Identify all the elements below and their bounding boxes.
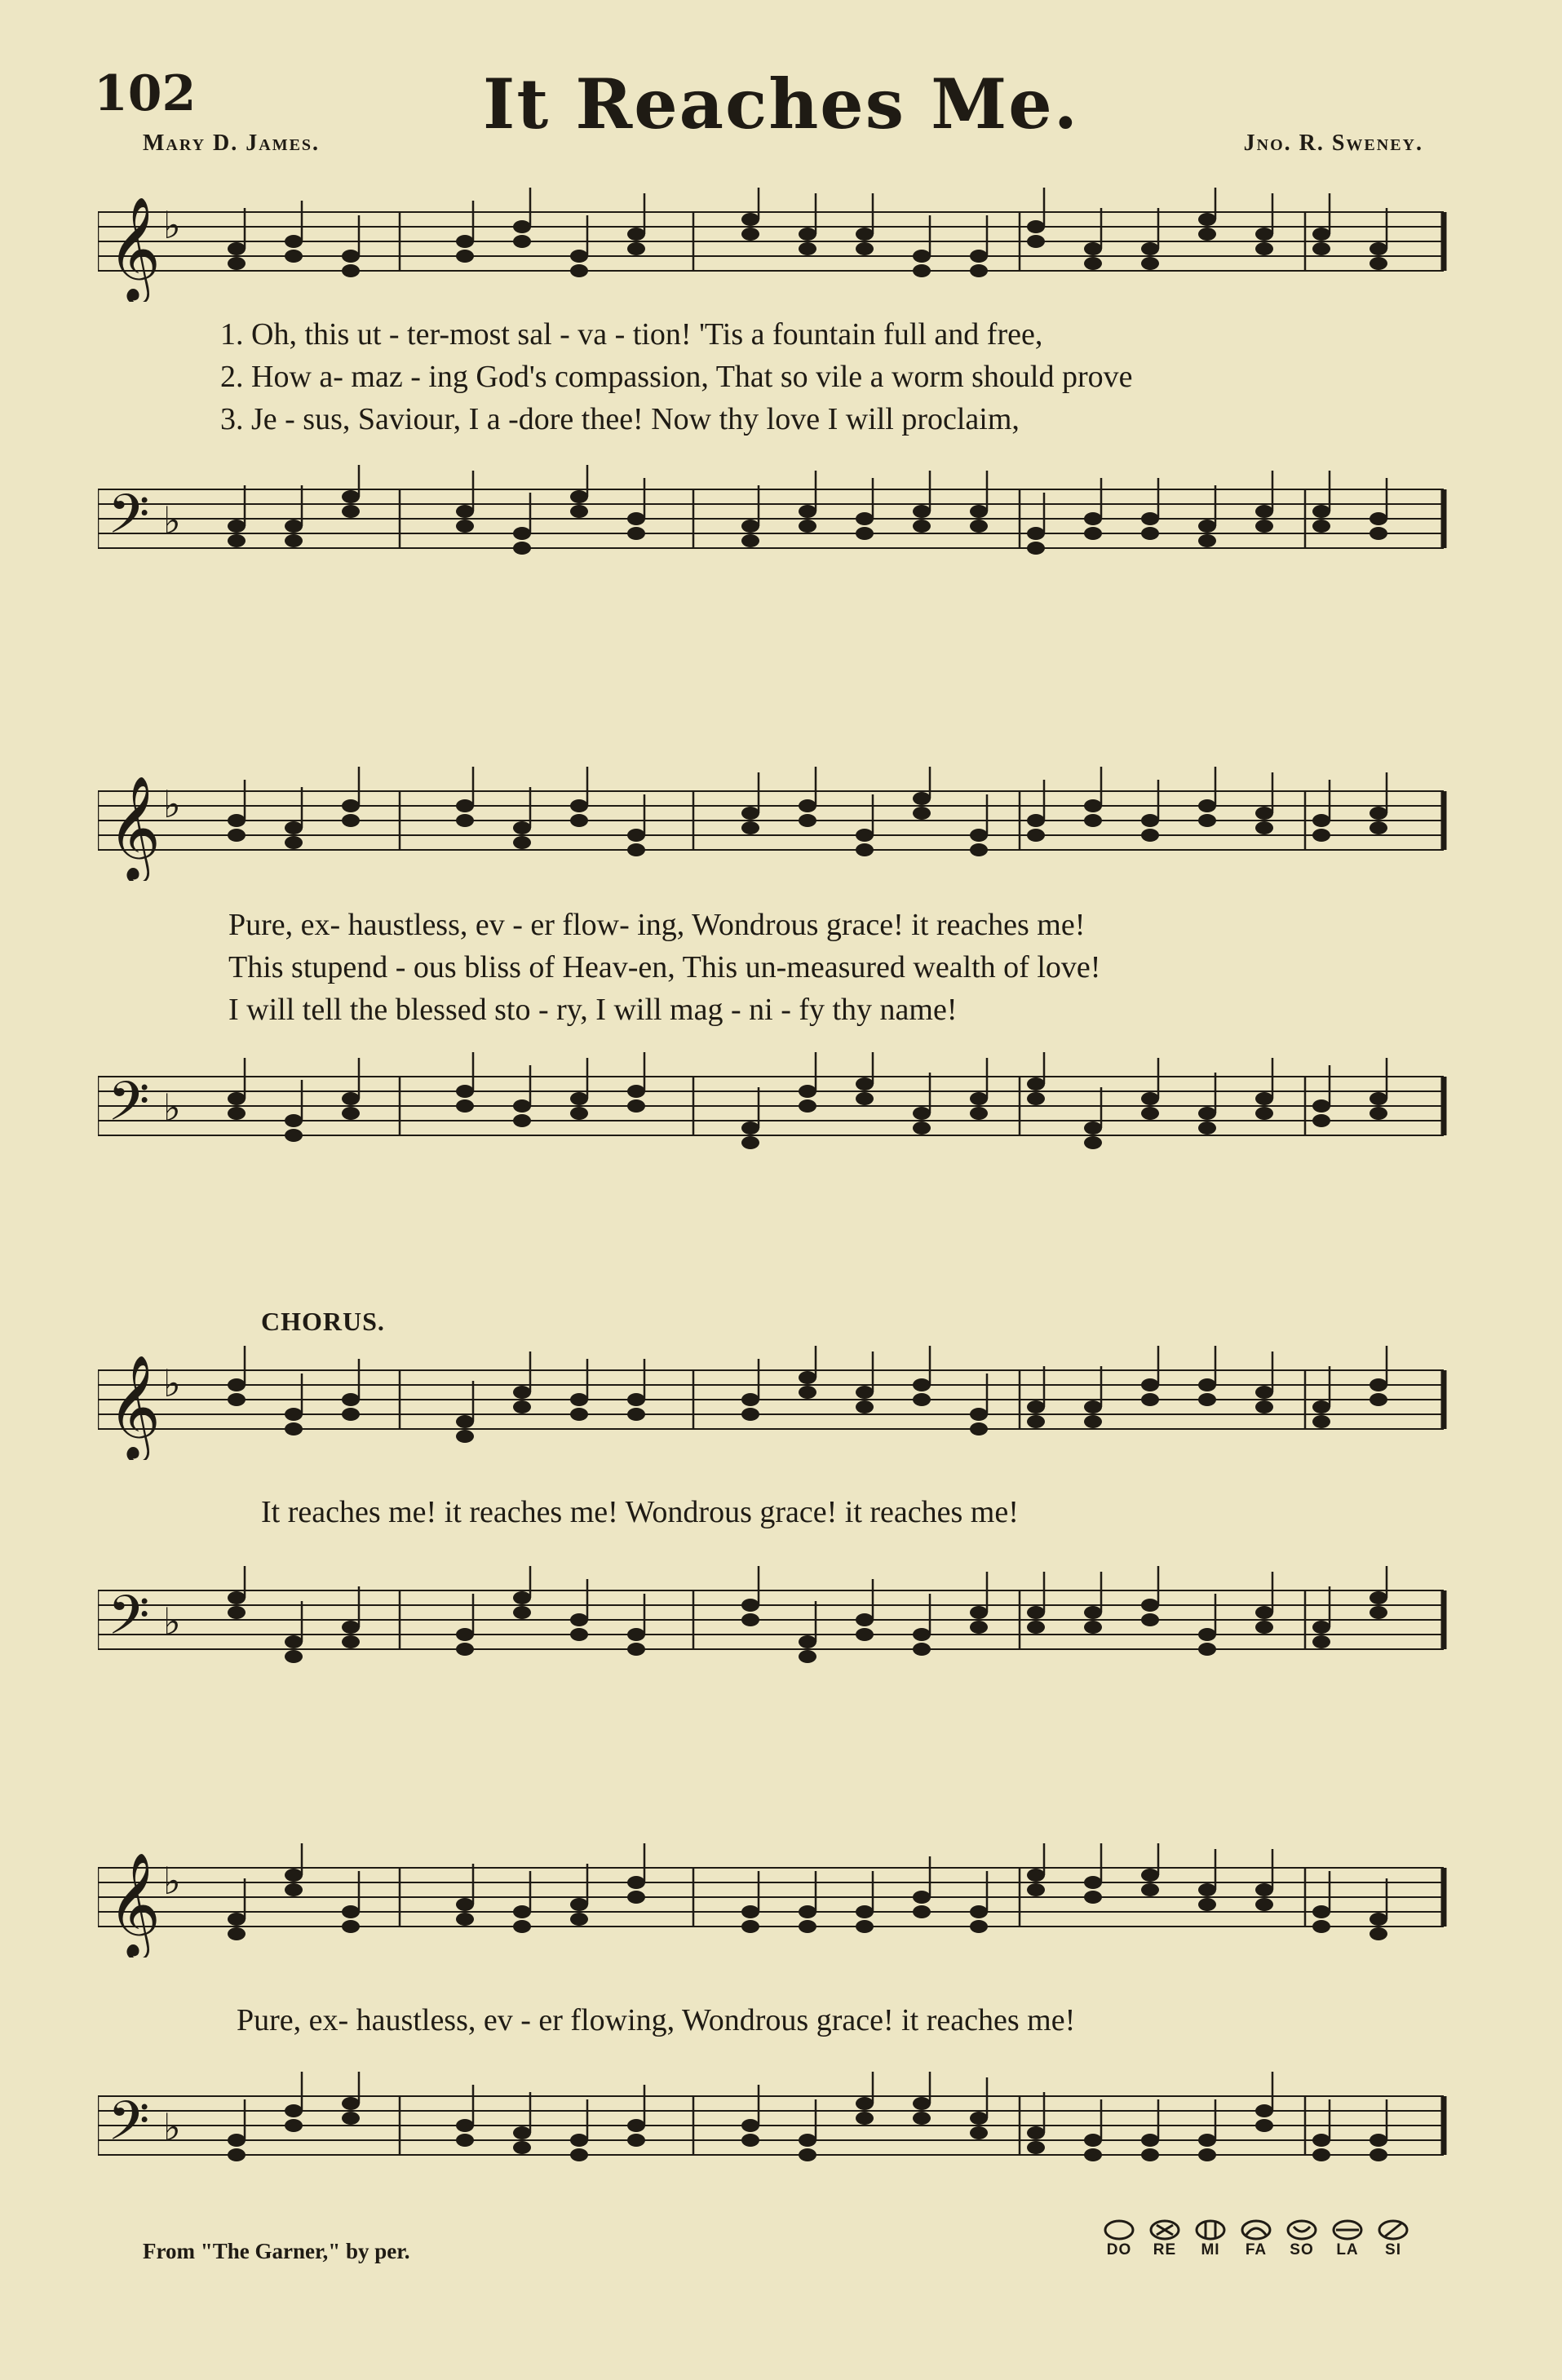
music-system-1 bbox=[98, 179, 1452, 587]
mi-shape-icon bbox=[1194, 2219, 1227, 2241]
treble-staff-2 bbox=[98, 767, 1452, 881]
solfege-label: MI bbox=[1201, 2241, 1220, 2258]
lyric-line-4-refrain: Pure, ex- haustless, ev - er flowing, Wondrous grace! it reaches me! bbox=[237, 2003, 1076, 2037]
solfege-mi bbox=[1193, 2219, 1228, 2259]
svg-text:♭: ♭ bbox=[163, 1859, 181, 1903]
treble-staff-3 bbox=[98, 1346, 1452, 1460]
treble-staff-4 bbox=[98, 1843, 1452, 1958]
svg-text:𝄞: 𝄞 bbox=[108, 1354, 162, 1458]
solfege-fa bbox=[1238, 2219, 1274, 2259]
svg-text:♭: ♭ bbox=[163, 2105, 181, 2149]
svg-text:𝄞: 𝄞 bbox=[108, 775, 162, 879]
solfege-label: SO bbox=[1290, 2241, 1314, 2258]
fa-shape-icon bbox=[1240, 2219, 1272, 2241]
page-number: 102 bbox=[94, 65, 197, 122]
solfege-re bbox=[1147, 2219, 1183, 2259]
bass-staff-2 bbox=[98, 1052, 1452, 1166]
solfege-legend bbox=[1101, 2219, 1411, 2259]
svg-text:♭: ♭ bbox=[163, 1086, 181, 1130]
music-system-4 bbox=[98, 1835, 1452, 2210]
svg-text:𝄢: 𝄢 bbox=[108, 483, 150, 559]
re-shape-icon bbox=[1148, 2219, 1181, 2241]
so-shape-icon bbox=[1285, 2219, 1318, 2241]
si-shape-icon bbox=[1377, 2219, 1409, 2241]
svg-text:♭: ♭ bbox=[163, 782, 181, 826]
hymn-title: It Reaches Me. bbox=[483, 64, 1079, 144]
bass-staff-1 bbox=[98, 465, 1452, 579]
solfege-label: DO bbox=[1106, 2241, 1132, 2258]
svg-text:♭: ♭ bbox=[163, 203, 181, 247]
lyric-line-1-verse-2: 2. How a- maz - ing God's compassion, That so vile a worm should prove bbox=[220, 360, 1133, 394]
svg-text:𝄢: 𝄢 bbox=[108, 1584, 150, 1660]
solfege-label: RE bbox=[1153, 2241, 1177, 2258]
solfege-label: SI bbox=[1385, 2241, 1401, 2258]
chorus-label: CHORUS. bbox=[261, 1307, 385, 1336]
svg-text:♭: ♭ bbox=[163, 498, 181, 542]
solfege-la bbox=[1330, 2219, 1365, 2259]
solfege-so bbox=[1284, 2219, 1320, 2259]
lyric-line-2-verse-1: Pure, ex- haustless, ev - er flow- ing, Wondrous grace! it reaches me! bbox=[228, 908, 1086, 942]
composer-credit: Jno. R. Sweney. bbox=[1243, 131, 1423, 156]
lyric-line-3-chorus: It reaches me! it reaches me! Wondrous grace! it reaches me! bbox=[261, 1495, 1019, 1529]
bass-staff-4 bbox=[98, 2072, 1452, 2186]
do-shape-icon bbox=[1103, 2219, 1135, 2241]
lyric-line-2-verse-3: I will tell the blessed sto - ry, I will mag - ni - fy thy name! bbox=[228, 993, 958, 1027]
svg-text:♭: ♭ bbox=[163, 1599, 181, 1643]
svg-text:𝄞: 𝄞 bbox=[108, 196, 162, 300]
lyricist-credit: Mary D. James. bbox=[143, 131, 321, 156]
solfege-label: FA bbox=[1245, 2241, 1268, 2258]
source-footnote: From "The Garner," by per. bbox=[143, 2239, 410, 2263]
svg-text:𝄞: 𝄞 bbox=[108, 1851, 162, 1956]
solfege-si bbox=[1375, 2219, 1411, 2259]
music-system-3 bbox=[98, 1338, 1452, 1688]
svg-text:𝄢: 𝄢 bbox=[108, 1070, 150, 1146]
lyric-line-2-verse-2: This stupend - ous bliss of Heav-en, This un-measured wealth of love! bbox=[228, 950, 1101, 984]
lyric-line-1-verse-1: 1. Oh, this ut - ter-most sal - va - tion! 'Tis a fountain full and free, bbox=[220, 317, 1043, 352]
music-system-2 bbox=[98, 750, 1452, 1175]
bass-staff-3 bbox=[98, 1566, 1452, 1680]
lyric-line-1-verse-3: 3. Je - sus, Saviour, I a -dore thee! Now thy love I will proclaim, bbox=[220, 402, 1020, 436]
treble-staff-1 bbox=[98, 188, 1452, 302]
solfege-label: LA bbox=[1336, 2241, 1359, 2258]
svg-text:𝄢: 𝄢 bbox=[108, 2090, 150, 2165]
solfege-do bbox=[1101, 2219, 1137, 2259]
la-shape-icon bbox=[1331, 2219, 1364, 2241]
svg-text:♭: ♭ bbox=[163, 1361, 181, 1405]
